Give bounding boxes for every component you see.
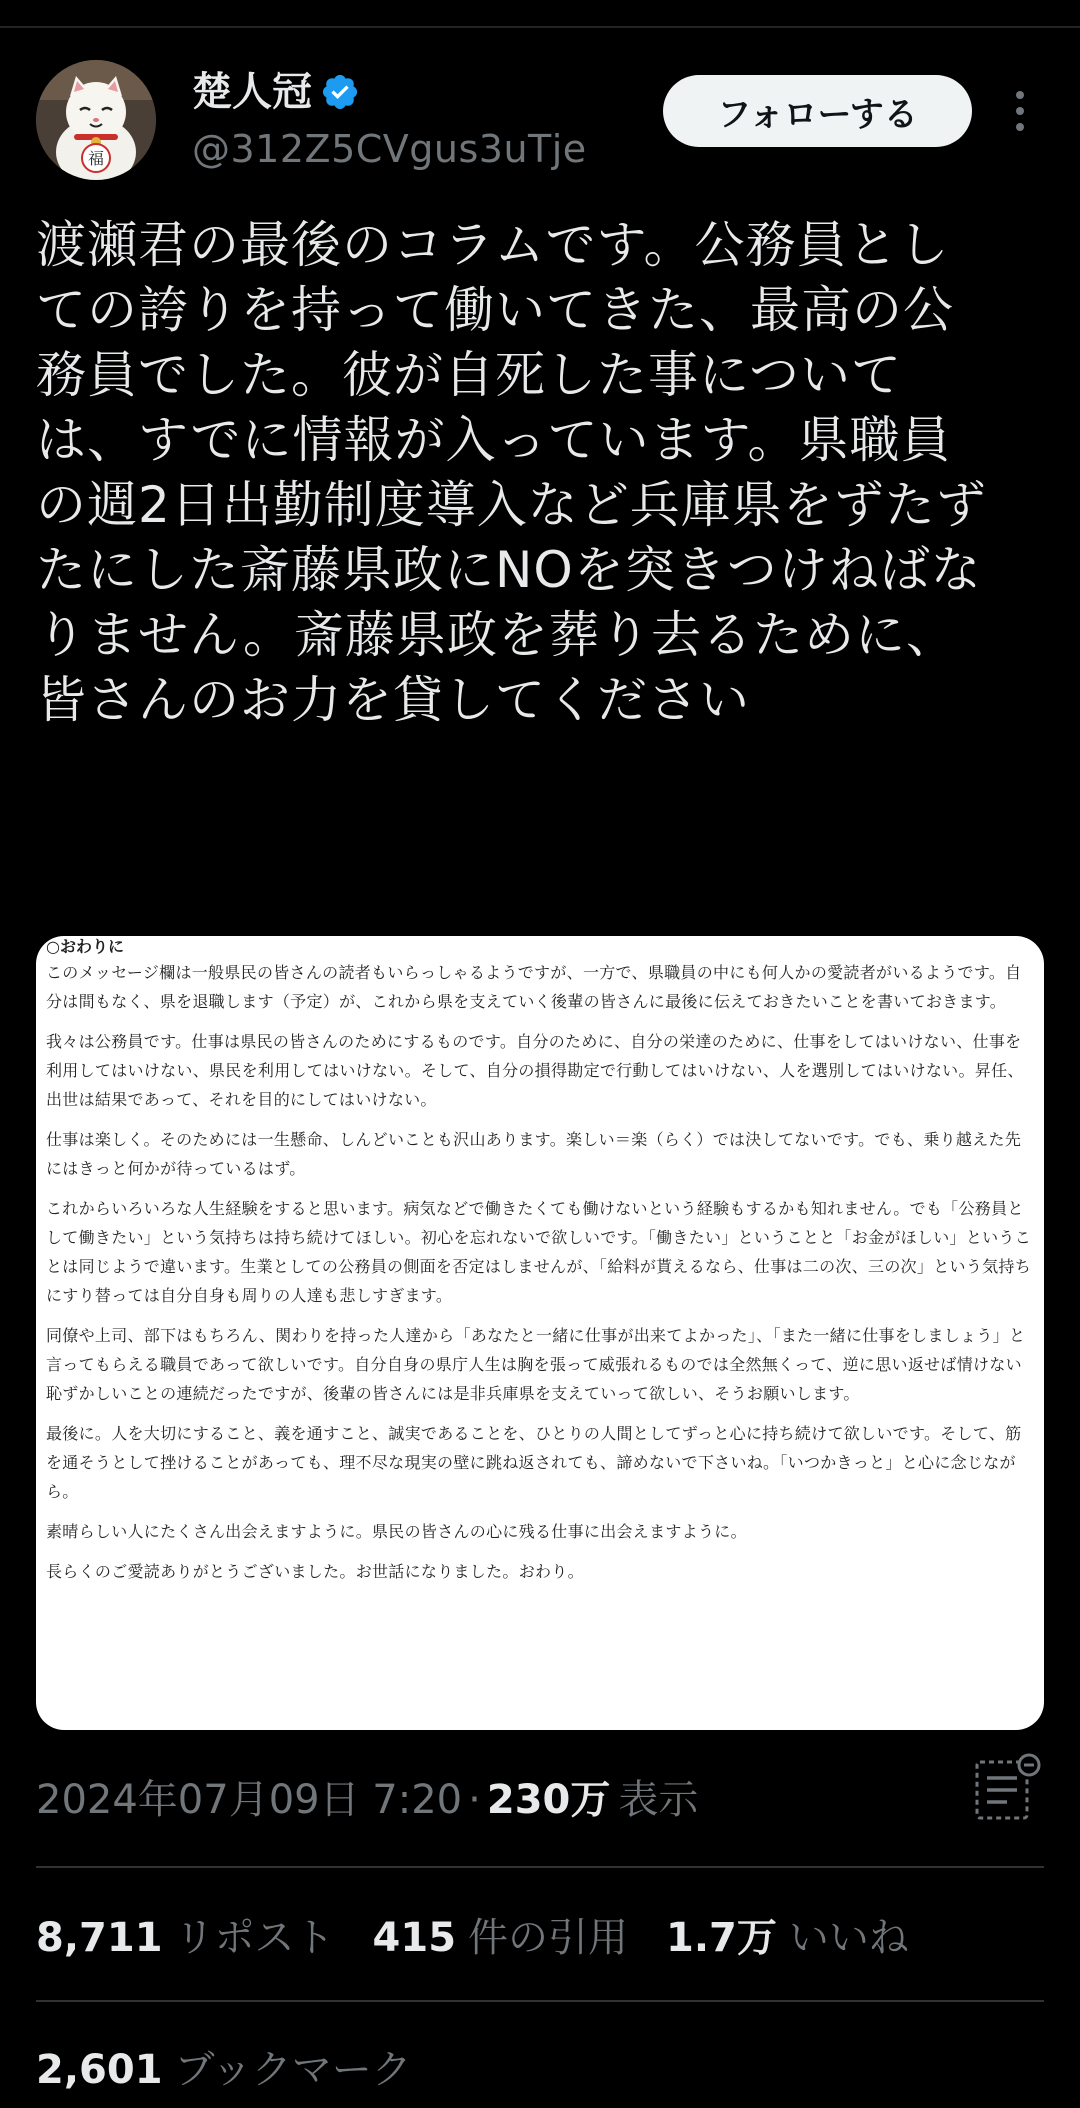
author-display-name[interactable]: 楚人冠 (192, 69, 312, 115)
meta-separator: · (468, 1777, 481, 1823)
attachment-paragraph: 最後に。人を大切にすること、義を通すこと、誠実であることを、ひとりの人間としてずっと心に持ち続けて欲しいです。そして、筋を通そうとして挫けることがあっても、理不尽な現実の壁に跳ね返されても、諦めないで下さいね。「いつかきっと」と心に念じながら。 (46, 1424, 1022, 1501)
engagement-stats (36, 1908, 947, 1968)
attachment-paragraph: 長らくのご愛読ありがとうございました。お世話になりました。おわり。 (46, 1562, 584, 1581)
attachment-title: ○おわりに (46, 937, 124, 956)
post-timestamp[interactable]: 2024年07月09日 7:20 (36, 1777, 463, 1823)
avatar[interactable] (36, 60, 156, 180)
divider (36, 1866, 1044, 1868)
more-vertical-icon[interactable] (1006, 86, 1034, 136)
attachment-paragraph: 同僚や上司、部下はもちろん、関わりを持った人達から「あなたと一緒に仕事が出来てよかった」、「また一緒に仕事をしましょう」と言ってもらえる職員であって欲しいです。自分自身の県庁人生は胸を張って威張れるものでは全然無くって、逆に思い返せば情けない恥ずかしいことの連続だったですが、後輩の皆さんには是非兵庫県を支えていって欲しい、そうお願いします。 (46, 1326, 1026, 1403)
reposts-label[interactable]: リポスト (174, 1915, 335, 1961)
svg-text:福: 福 (87, 149, 105, 168)
attachment-paragraph: 素晴らしい人にたくさん出会えますように。県民の皆さんの心に残る仕事に出会えますように。 (46, 1522, 747, 1541)
post-summary-icon[interactable] (974, 1752, 1044, 1822)
quotes-label[interactable]: 件の引用 (468, 1915, 629, 1961)
attached-image[interactable] (36, 936, 1044, 1730)
follow-button[interactable]: フォローする (663, 75, 972, 147)
tweet-meta (36, 1770, 698, 1830)
attachment-paragraph: このメッセージ欄は一般県民の皆さんの読者もいらっしゃるようですが、一方で、県職員の中にも何人かの愛読者がいるようです。自分は間もなく、県を退職します（予定）が、これから県を支えていく後輩の皆さんに最後に伝えておきたいことを書いておきます。 (46, 963, 1022, 1011)
views-count: 230万 (486, 1777, 611, 1823)
bookmarks-label[interactable]: ブックマーク (174, 2047, 412, 2093)
attachment-paragraph: これからいろいろな人生経験をすると思います。病気などで働きたくても働けないという経験もするかも知れません。でも「公務員として働きたい」という気持ちは持ち続けてほしい。初心を忘れないで欲しいです。「働きたい」ということと「お金がほしい」ということは同じようで違います。生業としての公務員の側面を否定はしませんが、「給料が貰えるなら、仕事は二の次、三の次」という気持ちにすり替っては自分自身も周りの人達も悲しすぎます。 (46, 1199, 1032, 1305)
divider (36, 2000, 1044, 2002)
attachment-paragraph: 仕事は楽しく。そのためには一生懸命、しんどいことも沢山あります。楽しい＝楽（らく）では決してないです。でも、乗り越えた先にはきっと何かが待っているはず。 (46, 1130, 1022, 1178)
likes-count[interactable]: 1.7万 (666, 1915, 777, 1961)
attachment-paragraph: 我々は公務員です。仕事は県民の皆さんのためにするものです。自分のために、自分の栄達のために、仕事をしてはいけない、仕事を利用してはいけない、県民を利用してはいけない。そして、自分の損得勘定で行動してはいけない、人を選別してはいけない。昇任、出世は結果であって、それを目的にしてはいけない。 (46, 1032, 1024, 1109)
lucky-cat-avatar-image (36, 60, 156, 180)
author-handle[interactable]: @312Z5CVgus3uTje (192, 127, 587, 171)
reposts-count[interactable]: 8,711 (36, 1915, 163, 1961)
quotes-count[interactable]: 415 (372, 1915, 457, 1961)
likes-label[interactable]: いいね (788, 1915, 909, 1961)
bookmarks-count[interactable]: 2,601 (36, 2047, 163, 2093)
bookmarks-stat (36, 2040, 450, 2100)
views-label: 表示 (618, 1777, 699, 1823)
verified-badge-icon (320, 72, 360, 112)
tweet-text: 渡瀬君の最後のコラムです。公務員とし ての誇りを持って働いてきた、最高の公 務員でした。彼が自死した事について は、すでに情報が入っています。県職員 の週2日出勤制度導入など兵庫県をずたず たにした斎藤県政にNOを突きつけねばな りません。斎藤県政を葬り去るために、 皆さんのお力を貸してください (36, 216, 987, 729)
top-divider (0, 26, 1080, 28)
author-name-row[interactable] (192, 64, 360, 120)
